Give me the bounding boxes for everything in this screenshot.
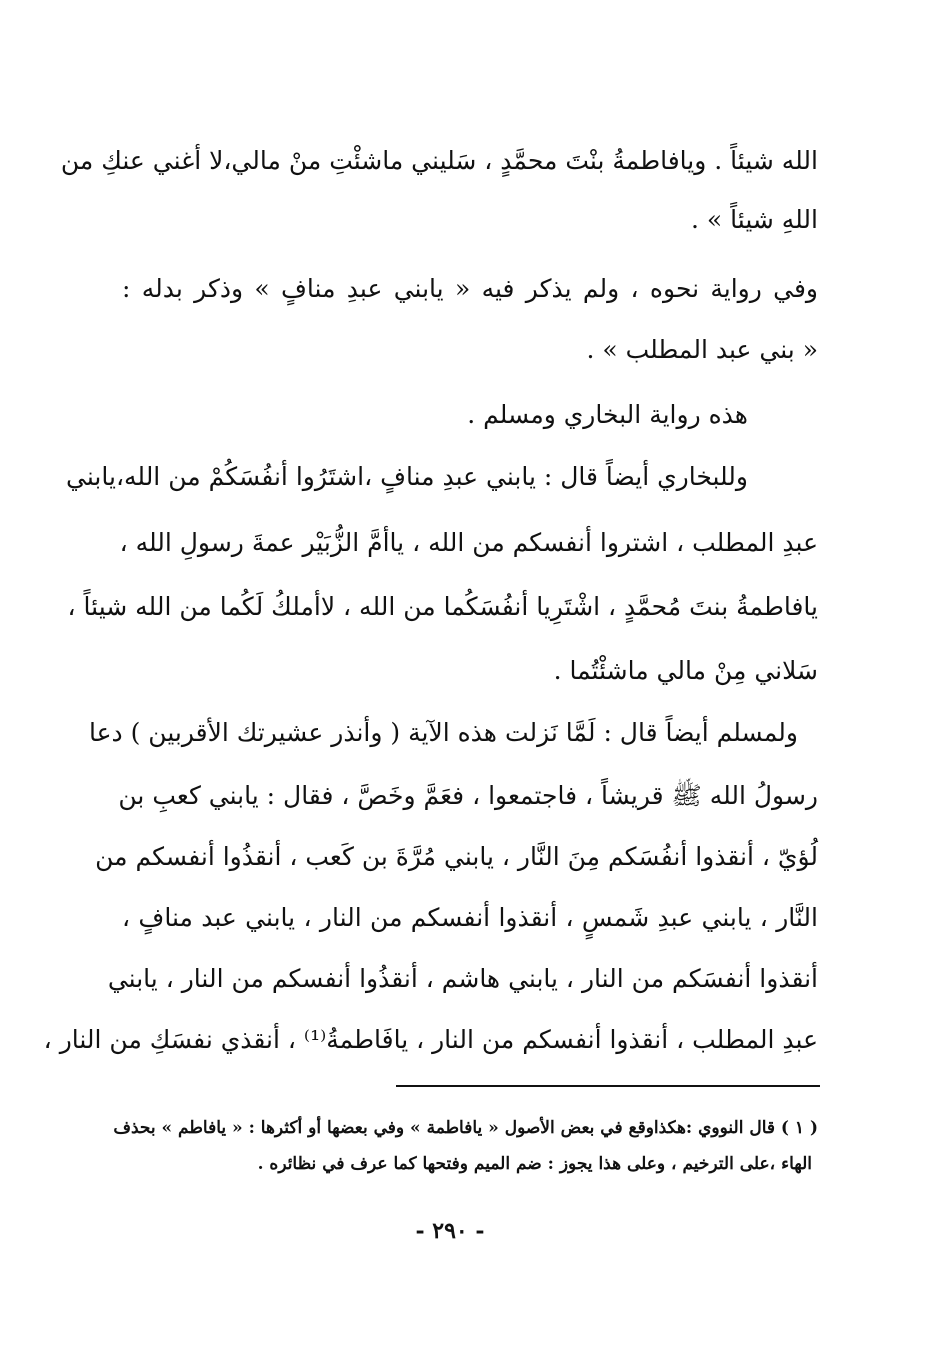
- body-line-10: ولمسلم أيضاً قال : لَمَّا نَزلت هذه الآية ( وأنذر عشيرتك الأقربين ) دعا: [88, 718, 798, 747]
- body-line-7: عبدِ المطلب ، اشتروا أنفسكم من الله ، ياأمَّ الزُّبَيْر عمةَ رسولِ الله ،: [119, 528, 818, 557]
- body-line-2: اللهِ شيئاً » .: [691, 205, 818, 234]
- body-line-9: سَلاني مِنْ مالي ماشئْتُما .: [553, 656, 818, 685]
- body-line-15: عبدِ المطلب ، أنقذوا أنفسكم من النار ، يافَاطمةُ⁽¹⁾ ، أنقذي نفسَكِ من النار ،: [43, 1025, 818, 1054]
- body-line-13: النَّار ، يابني عبدِ شَمسٍ ، أنقذوا أنفسكم من النار ، يابني عبد منافٍ ،: [122, 903, 818, 932]
- body-line-4: « بني عبد المطلب » .: [586, 335, 818, 364]
- body-line-8: يافاطمةُ بنتَ مُحمَّدٍ ، اشْتَرِيا أنفُسَكُما من الله ، لاأملكُ لَكُما من الله شيئاً ،: [67, 592, 818, 621]
- body-line-5: هذه رواية البخاري ومسلم .: [467, 400, 748, 429]
- body-line-6: وللبخاري أيضاً قال : يابني عبدِ منافٍ ،اشتَرُوا أنفُسَكُمْ من الله،يابني: [66, 462, 748, 491]
- body-line-14: أنقذوا أنفسَكم من النار ، يابني هاشم ، أنقذُوا أنفسكم من النار ، يابني: [107, 964, 818, 993]
- footnote-divider: [396, 1085, 820, 1087]
- footnote-line-1: ( ١ ) قال النووي :هكذاوقع في بعض الأصول « يافاطمة » وفي بعضها أو أكثرها : « يافاطم » بحذف: [113, 1118, 818, 1138]
- page-number: - ٢٩٠ -: [415, 1218, 485, 1244]
- body-line-11: رسولُ الله ﷺ قريشاً ، فاجتمعوا ، فعَمَّ وخَصَّ ، فقال : يابني كعبِ بن: [118, 781, 818, 810]
- body-line-1: الله شيئاً . ويافاطمةُ بنْتَ محمَّدٍ ، سَليني ماشئْتِ منْ مالي،لا أغني عنكِ من: [60, 146, 818, 175]
- footnote-line-2: الهاء ،على الترخيم ، وعلى هذا يجوز : ضم الميم وفتحها كما عرف في نظائره .: [257, 1154, 812, 1174]
- body-line-3: وفي رواية نحوه ، ولم يذكر فيه « يابني عبدِ منافٍ » وذكر بدله :: [122, 274, 818, 303]
- body-line-12: لُؤيّ ، أنقذوا أنفُسَكم مِنَ النَّار ، يابني مُرَّةَ بن كَعب ، أنقذُوا أنفسكم من: [95, 842, 818, 871]
